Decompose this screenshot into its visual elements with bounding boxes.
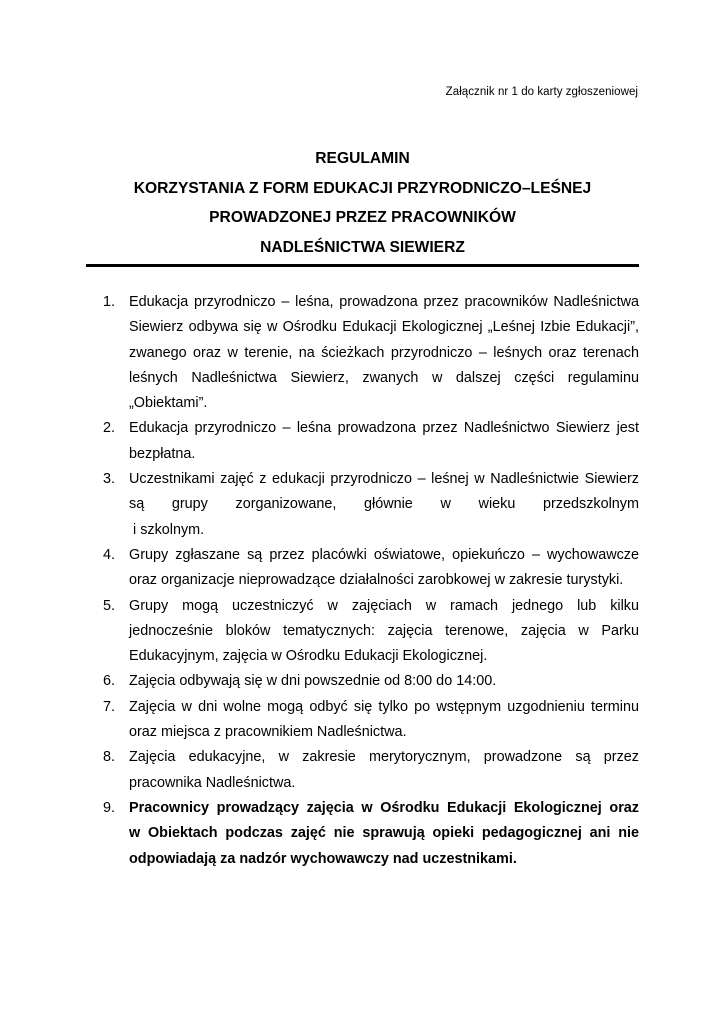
list-item-line: Grupy zgłaszane są przez placówki oświatowe, opiekuńczo – wychowawcze: [129, 546, 639, 563]
list-item-line: pracownika Nadleśnictwa.: [129, 774, 296, 791]
list-item-line: jednocześnie bloków tematycznych: zajęcia terenowe, zajęcia w Parku: [129, 622, 639, 639]
list-item: [103, 796, 639, 872]
list-item-line: Uczestnikami zajęć z edukacji przyrodniczo – leśnej w Nadleśnictwie Siewierz: [129, 471, 639, 488]
regulation-list: [103, 290, 639, 872]
list-item-line: bezpłatna.: [129, 445, 196, 462]
list-item-line: leśnych Nadleśnictwa Siewierz, zwanych w dalszej części regulaminu: [129, 369, 639, 386]
list-item-line: oraz organizacje nieprowadzące działalności zarobkowej w zakresie turystyki.: [129, 572, 624, 589]
list-item-line: zwanego oraz w terenie, na ścieżkach przyrodniczo – leśnych oraz terenach: [129, 344, 639, 361]
annex-label: Załącznik nr 1 do karty zgłoszeniowej: [445, 86, 638, 98]
title-line-2: KORZYSTANIA Z FORM EDUKACJI PRZYRODNICZO–LEŚNEJ: [133, 179, 592, 197]
list-item: [103, 467, 639, 543]
title-line-3: PROWADZONEJ PRZEZ PRACOWNIKÓW: [209, 209, 516, 227]
title-line-4: NADLEŚNICTWA SIEWIERZ: [260, 239, 465, 257]
list-item-number: 1.: [103, 294, 116, 310]
list-item: [103, 290, 639, 416]
list-item: [103, 416, 639, 467]
list-item-line: Edukacyjnym, zajęcia w Ośrodku Edukacji Ekologicznej.: [129, 648, 488, 665]
list-item-line: Edukacja przyrodniczo – leśna, prowadzona przez pracowników Nadleśnictwa: [129, 294, 639, 310]
list-item: [103, 669, 639, 694]
list-item-line: Grupy mogą uczestniczyć w zajęciach w ramach jednego lub kilku: [129, 597, 639, 614]
list-item-line: Siewierz odbywa się w Ośrodku Edukacji Ekologicznej „Leśnej Izbie Edukacji”,: [129, 319, 639, 336]
list-item-number: 3.: [103, 471, 116, 488]
list-item-line: „Obiektami”.: [129, 395, 208, 412]
list-item-line: odpowiadają za nadzór wychowawczy nad uczestnikami.: [129, 850, 517, 867]
title-divider: [86, 264, 639, 267]
title-line-1: REGULAMIN: [315, 150, 410, 167]
list-item-line: Zajęcia edukacyjne, w zakresie merytorycznym, prowadzone są przez: [129, 749, 639, 766]
list-item-number: 9.: [103, 799, 116, 816]
list-item: [103, 594, 639, 670]
list-item-line: Zajęcia w dni wolne mogą odbyć się tylko po wstępnym uzgodnieniu terminu: [129, 698, 639, 715]
list-item-number: 7.: [103, 698, 116, 715]
list-item-number: 6.: [103, 673, 116, 690]
list-item-line: są grupy zorganizowane, głównie w wieku przedszkolnym: [129, 496, 639, 513]
list-item: [103, 695, 639, 746]
list-item-number: 8.: [103, 749, 116, 766]
document-title: [86, 144, 639, 263]
list-item-line: Edukacja przyrodniczo – leśna prowadzona przez Nadleśnictwo Siewierz jest: [129, 420, 639, 437]
list-item-line: Pracownicy prowadzący zajęcia w Ośrodku Edukacji Ekologicznej oraz: [129, 799, 639, 816]
list-item-line: oraz miejsca z pracownikiem Nadleśnictwa.: [129, 724, 407, 741]
list-item-line: i szkolnym.: [129, 521, 205, 538]
list-item-number: 5.: [103, 597, 116, 614]
list-item-number: 2.: [103, 420, 116, 437]
list-item-number: 4.: [103, 546, 116, 563]
list-item: [103, 745, 639, 796]
list-item: [103, 543, 639, 594]
list-item-line: Zajęcia odbywają się w dni powszednie od 8:00 do 14:00.: [129, 673, 497, 690]
list-item-line: w Obiektach podczas zajęć nie sprawują opieki pedagogicznej ani nie: [129, 825, 639, 842]
